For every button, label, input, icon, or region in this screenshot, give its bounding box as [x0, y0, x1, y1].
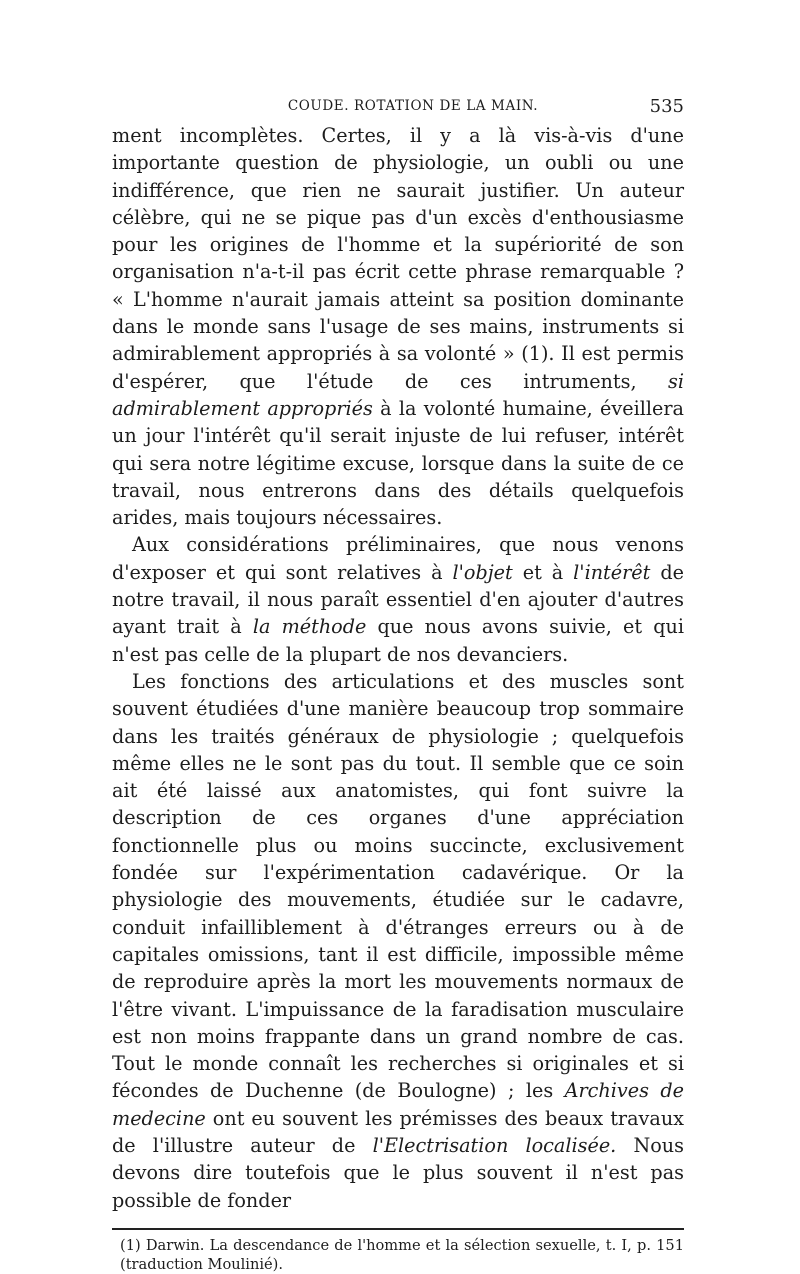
text-run: à la volonté humaine, éveillera un jour l'intérêt qu'il serait injuste de lui refuser, intérêt qui sera notre légitime excuse, lorsque dans la suite de ce travail, nous entrerons dans des détails quelquefois arides, mais toujours nécessaires. — [112, 396, 684, 530]
book-page — [112, 92, 684, 1274]
footnote: (1) Darwin. La descendance de l'homme et la sélection sexuelle, t. I, p. 151 (traduction Moulinié). — [120, 1236, 684, 1273]
body-text — [112, 122, 684, 1214]
italic-text: la méthode — [252, 615, 367, 639]
text-run: que nous avons suivie, et qui n'est pas celle de la plupart de nos devanciers. — [112, 615, 685, 666]
paragraph — [112, 531, 684, 667]
italic-text: l'intérêt — [573, 560, 651, 584]
paragraph — [112, 668, 684, 1214]
running-head — [112, 92, 684, 122]
text-run: ment incomplètes. Certes, il y a là vis-à-vis d'une importante question de physiologie, un oubli ou une indifférence, que rien ne saurait justifier. Un auteur célèbre, qui ne se pique pas d'un excès d'enthousiasme pour les origines de l'homme et la supériorité de son organisation n'a-t-il pas écrit cette phrase remarquable ? « L'homme n'aurait jamais atteint sa position dominante dans le monde sans l'usage de ses mains, instruments si admirablement appropriés à sa volonté » (1). Il est permis d'espérer, que l'étude de ces intruments, — [112, 124, 684, 393]
italic-text: si admirablement appropriés — [112, 369, 684, 420]
text-run: ont eu souvent les prémisses des beaux travaux de l'illustre auteur de — [112, 1106, 684, 1157]
italic-text: l'objet — [452, 560, 513, 584]
text-run: Aux considérations préliminaires, que nous venons d'exposer et qui sont relatives à — [112, 533, 684, 584]
text-run: Les fonctions des articulations et des muscles sont souvent étudiées d'une manière beaucoup trop sommaire dans les traités généraux de physiologie ; quelquefois même elles ne le sont pas du tout. Il semble que ce soin ait été laissé aux anatomistes, qui font suivre la description de ces organes d'une appréciation fonctionnelle plus ou moins succincte, exclusivement fondée sur l'expérimentation cadavérique. Or la physiologie des mouvements, étudiée sur le cadavre, conduit infailliblement à d'étranges erreurs ou à de capitales omissions, tant il est difficile, impossible même de reproduire après la mort les mouvements normaux de l'être vivant. L'impuissance de la faradisation musculaire est non moins frappante dans un grand nombre de cas. Tout le monde connaît les recherches si originales et si fécondes de Duchenne (de Boulogne) ; les — [112, 669, 684, 1103]
running-head-title: COUDE. ROTATION DE LA MAIN. — [287, 98, 539, 114]
page-number: 535 — [649, 96, 684, 117]
text-run: et à — [512, 560, 574, 584]
italic-text: Archives de medecine — [112, 1079, 684, 1130]
italic-text: l'Electrisation localisée. — [372, 1133, 617, 1157]
text-run: Nous devons dire toutefois que le plus souvent il n'est pas possible de fonder — [112, 1133, 684, 1212]
text-run: de notre travail, il nous paraît essentiel d'en ajouter d'autres ayant trait à — [112, 560, 684, 639]
paragraph — [112, 122, 684, 531]
footnote-rule — [112, 1228, 684, 1230]
